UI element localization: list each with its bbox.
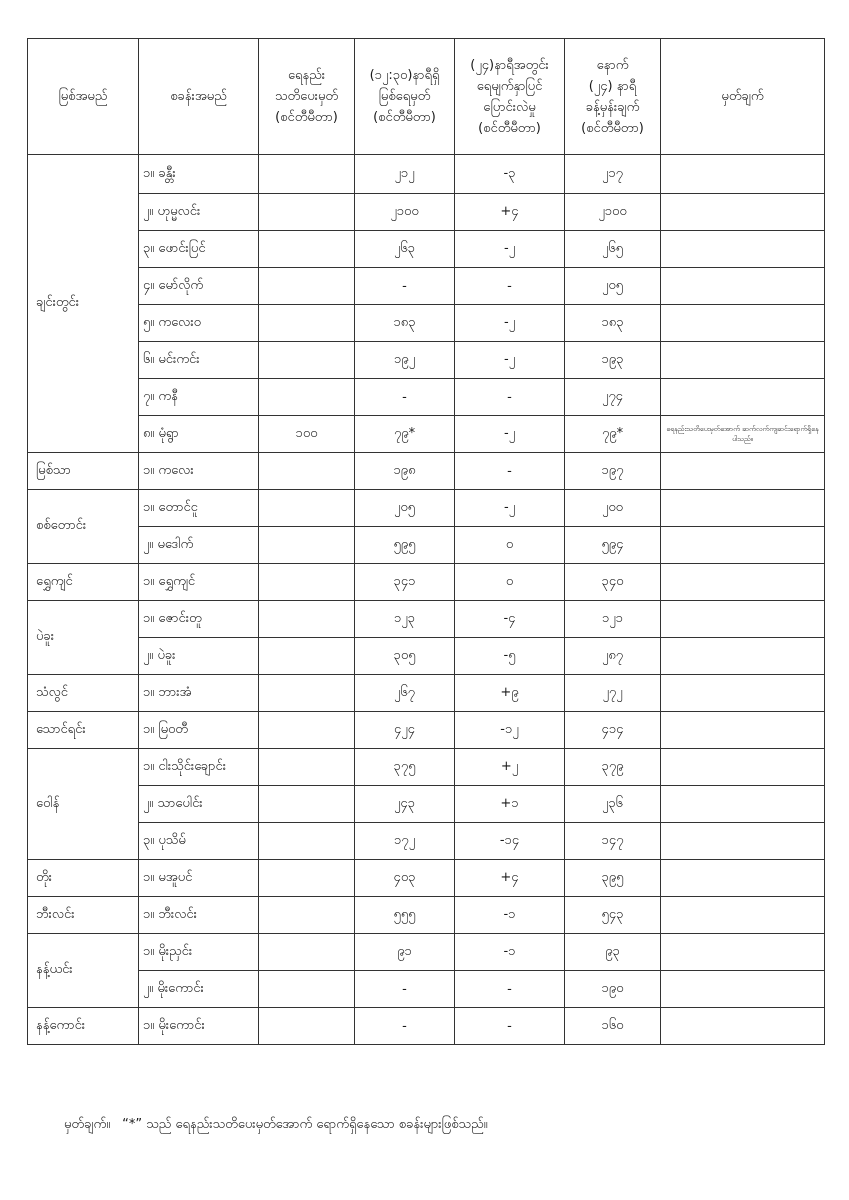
water-level-cell: ၁၂၃ (355, 601, 455, 638)
water-level-cell: ၃၇၅ (355, 749, 455, 786)
remark-cell (661, 971, 825, 1008)
water-level-cell: ၂၆၃ (355, 231, 455, 268)
water-level-cell: ၃၀၅ (355, 638, 455, 675)
water-level-cell: ၇၉* (355, 416, 455, 453)
station-name: ၁။ မိုးကောင်း (139, 1008, 259, 1045)
header-warning-level: ရေနည်း သတိပေးမှတ် (စင်တီမီတာ) (259, 39, 355, 155)
station-name: ၈။ မုံရွာ (139, 416, 259, 453)
warning-level-cell (259, 601, 355, 638)
river-name: နန့်ယင်း (28, 934, 139, 1008)
change-cell: - (455, 268, 565, 305)
footnote-label: မှတ်ချက်။ (64, 1117, 111, 1132)
remark-cell (661, 786, 825, 823)
remark-cell (661, 490, 825, 527)
water-level-cell: ၃၄၁ (355, 564, 455, 601)
table-row (28, 638, 825, 675)
station-name: ၁။ ရွှေကျင် (139, 564, 259, 601)
forecast-cell: ၁၄၇ (565, 823, 661, 860)
table-row (28, 342, 825, 379)
station-name: ၁။ ဘားအံ (139, 675, 259, 712)
water-level-cell: ၄၂၄ (355, 712, 455, 749)
river-name: သောင်ရင်း (28, 712, 139, 749)
remark-cell (661, 897, 825, 934)
water-level-cell: ၉၁ (355, 934, 455, 971)
table-row (28, 601, 825, 638)
header-24h-change: (၂၄)နာရီအတွင်း ရေမျက်နှာပြင် ပြောင်းလဲမှု (စင်တီမီတာ) (455, 39, 565, 155)
warning-level-cell (259, 638, 355, 675)
station-name: ၁။ တောင်ငူ (139, 490, 259, 527)
forecast-cell: ၁၈၃ (565, 305, 661, 342)
remark-cell (661, 342, 825, 379)
station-name: ၂။ ဟုမ္မလင်း (139, 194, 259, 231)
table-row (28, 823, 825, 860)
forecast-cell: ၅၉၄ (565, 527, 661, 564)
warning-level-cell (259, 934, 355, 971)
remark-cell (661, 305, 825, 342)
river-name: မြစ်သာ (28, 453, 139, 490)
remark-cell (661, 823, 825, 860)
station-name: ၁။ မြဝတီ (139, 712, 259, 749)
station-name: ၁။ မိုးညှင်း (139, 934, 259, 971)
warning-level-cell (259, 379, 355, 416)
table-row (28, 268, 825, 305)
header-river: မြစ်အမည် (28, 39, 139, 155)
warning-level-cell (259, 268, 355, 305)
change-cell: -၄ (455, 601, 565, 638)
water-level-cell: ၅၅၅ (355, 897, 455, 934)
river-name: ချင်းတွင်း (28, 155, 139, 453)
forecast-cell: ၂၇၄ (565, 379, 661, 416)
water-level-cell: ၂၄၃ (355, 786, 455, 823)
river-name: ဘီးလင်း (28, 897, 139, 934)
warning-level-cell (259, 342, 355, 379)
warning-level-cell (259, 1008, 355, 1045)
warning-level-cell (259, 712, 355, 749)
change-cell: -၂ (455, 416, 565, 453)
remark-cell (661, 194, 825, 231)
change-cell: +၄ (455, 860, 565, 897)
station-name: ၁။ မအူပင် (139, 860, 259, 897)
footnote (64, 1116, 500, 1135)
remark-cell: ရေနည်းသတိပေးမှတ်အောက် ဆက်လက်ကျဆင်းရောက်ရှိနေပါသည်။ (661, 416, 825, 453)
water-level-cell: ၂၁၂ (355, 155, 455, 194)
remark-cell (661, 155, 825, 194)
forecast-cell: ၂၈၇ (565, 638, 661, 675)
change-cell: +၄ (455, 194, 565, 231)
forecast-cell: ၁၆၀ (565, 1008, 661, 1045)
change-cell: +၂ (455, 749, 565, 786)
water-level-cell: ၅၉၅ (355, 527, 455, 564)
table-row (28, 416, 825, 453)
forecast-cell: ၂၁၀၀ (565, 194, 661, 231)
warning-level-cell (259, 749, 355, 786)
header-row (28, 39, 825, 155)
station-name: ၇။ ကနီ (139, 379, 259, 416)
change-cell: -၁၂ (455, 712, 565, 749)
change-cell: - (455, 453, 565, 490)
remark-cell (661, 527, 825, 564)
station-name: ၁။ ကလေး (139, 453, 259, 490)
change-cell: +၁ (455, 786, 565, 823)
change-cell: -၁ (455, 934, 565, 971)
table-row (28, 675, 825, 712)
station-name: ၁။ ဘီးလင်း (139, 897, 259, 934)
remark-cell (661, 601, 825, 638)
station-name: ၁။ ငါးသိုင်းချောင်း (139, 749, 259, 786)
table-row (28, 305, 825, 342)
change-cell: - (455, 379, 565, 416)
remark-cell (661, 453, 825, 490)
change-cell: -၂ (455, 305, 565, 342)
station-name: ၁။ ဇောင်းတူ (139, 601, 259, 638)
header-station: စခန်းအမည် (139, 39, 259, 155)
remark-cell (661, 379, 825, 416)
table-row (28, 194, 825, 231)
warning-level-cell (259, 453, 355, 490)
warning-level-cell: ၁၀၀ (259, 416, 355, 453)
table-row (28, 860, 825, 897)
change-cell: - (455, 971, 565, 1008)
table-row (28, 453, 825, 490)
forecast-cell: ၂၃၆ (565, 786, 661, 823)
water-level-cell: ၂၆၇ (355, 675, 455, 712)
remark-cell (661, 638, 825, 675)
forecast-cell: ၂၀၀ (565, 490, 661, 527)
forecast-cell: ၇၉* (565, 416, 661, 453)
header-forecast: နောက် (၂၄) နာရီ ခန့်မှန်းချက် (စင်တီမီတာ) (565, 39, 661, 155)
warning-level-cell (259, 860, 355, 897)
table-row (28, 1008, 825, 1045)
water-level-cell: - (355, 268, 455, 305)
remark-cell (661, 268, 825, 305)
warning-level-cell (259, 564, 355, 601)
forecast-cell: ၃၄၀ (565, 564, 661, 601)
change-cell: -၂ (455, 490, 565, 527)
change-cell: -၁၄ (455, 823, 565, 860)
forecast-cell: ၃၉၅ (565, 860, 661, 897)
water-level-cell: - (355, 379, 455, 416)
station-name: ၅။ ကလေးဝ (139, 305, 259, 342)
change-cell: -၃ (455, 155, 565, 194)
warning-level-cell (259, 823, 355, 860)
forecast-cell: ၃၇၉ (565, 749, 661, 786)
remark-cell (661, 749, 825, 786)
table-row (28, 490, 825, 527)
river-name: ဝေါန် (28, 749, 139, 860)
forecast-cell: ၁၉၀ (565, 971, 661, 1008)
station-name: ၂။ မိုးကောင်း (139, 971, 259, 1008)
warning-level-cell (259, 971, 355, 1008)
station-name: ၂။ ပဲခူး (139, 638, 259, 675)
water-level-cell: - (355, 971, 455, 1008)
forecast-cell: ၁၉၇ (565, 453, 661, 490)
station-name: ၁။ ခန္တီး (139, 155, 259, 194)
remark-cell (661, 860, 825, 897)
forecast-cell: ၁၂၁ (565, 601, 661, 638)
table-row (28, 231, 825, 268)
warning-level-cell (259, 155, 355, 194)
table-row (28, 897, 825, 934)
station-name: ၆။ မင်းကင်း (139, 342, 259, 379)
water-level-cell: ၂၁၀၀ (355, 194, 455, 231)
warning-level-cell (259, 490, 355, 527)
remark-cell (661, 934, 825, 971)
change-cell: -၅ (455, 638, 565, 675)
water-level-cell: ၄၀၃ (355, 860, 455, 897)
river-name: သံလွင် (28, 675, 139, 712)
water-level-table (27, 38, 825, 1045)
footnote-text: “*” သည် ရေနည်းသတိပေးမှတ်အောက် ရောက်ရှိနေသော စခန်းများဖြစ်သည်။ (122, 1117, 488, 1132)
remark-cell (661, 564, 825, 601)
forecast-cell: ၂၇၂ (565, 675, 661, 712)
station-name: ၃။ ပုသိမ် (139, 823, 259, 860)
change-cell: ၀ (455, 527, 565, 564)
station-name: ၃။ ဖောင်းပြင် (139, 231, 259, 268)
forecast-cell: ၂၀၅ (565, 268, 661, 305)
header-remark: မှတ်ချက် (661, 39, 825, 155)
warning-level-cell (259, 194, 355, 231)
station-name: ၂။ မဒေါက် (139, 527, 259, 564)
river-name: ပဲခူး (28, 601, 139, 675)
river-name: တိုး (28, 860, 139, 897)
river-name: နန့်ကောင်း (28, 1008, 139, 1045)
forecast-cell: ၁၉၃ (565, 342, 661, 379)
change-cell: - (455, 1008, 565, 1045)
river-name: စစ်တောင်း (28, 490, 139, 564)
water-level-cell: ၁၉၈ (355, 453, 455, 490)
water-level-cell: ၁၇၂ (355, 823, 455, 860)
table-row (28, 155, 825, 194)
warning-level-cell (259, 305, 355, 342)
water-level-cell: - (355, 1008, 455, 1045)
remark-cell (661, 231, 825, 268)
table-row (28, 564, 825, 601)
table-row (28, 786, 825, 823)
water-level-cell: ၁၉၂ (355, 342, 455, 379)
warning-level-cell (259, 675, 355, 712)
table-row (28, 971, 825, 1008)
water-level-cell: ၁၈၃ (355, 305, 455, 342)
warning-level-cell (259, 231, 355, 268)
warning-level-cell (259, 897, 355, 934)
change-cell: ၀ (455, 564, 565, 601)
forecast-cell: ၉၃ (565, 934, 661, 971)
river-name: ရွှေကျင် (28, 564, 139, 601)
warning-level-cell (259, 786, 355, 823)
remark-cell (661, 712, 825, 749)
table-row (28, 934, 825, 971)
forecast-cell: ၂၁၇ (565, 155, 661, 194)
remark-cell (661, 675, 825, 712)
forecast-cell: ၄၁၄ (565, 712, 661, 749)
change-cell: -၂ (455, 231, 565, 268)
table-row (28, 712, 825, 749)
station-name: ၂။ သာပေါင်း (139, 786, 259, 823)
water-level-cell: ၂၀၅ (355, 490, 455, 527)
change-cell: +၉ (455, 675, 565, 712)
forecast-cell: ၅၄၃ (565, 897, 661, 934)
change-cell: -၁ (455, 897, 565, 934)
table-row (28, 379, 825, 416)
warning-level-cell (259, 527, 355, 564)
remark-cell (661, 1008, 825, 1045)
forecast-cell: ၂၆၅ (565, 231, 661, 268)
table-row (28, 527, 825, 564)
header-water-level: (၁၂:၃၀)နာရီရှိ မြစ်ရေမှတ် (စင်တီမီတာ) (355, 39, 455, 155)
station-name: ၄။ မော်လိုက် (139, 268, 259, 305)
change-cell: -၂ (455, 342, 565, 379)
table-row (28, 749, 825, 786)
